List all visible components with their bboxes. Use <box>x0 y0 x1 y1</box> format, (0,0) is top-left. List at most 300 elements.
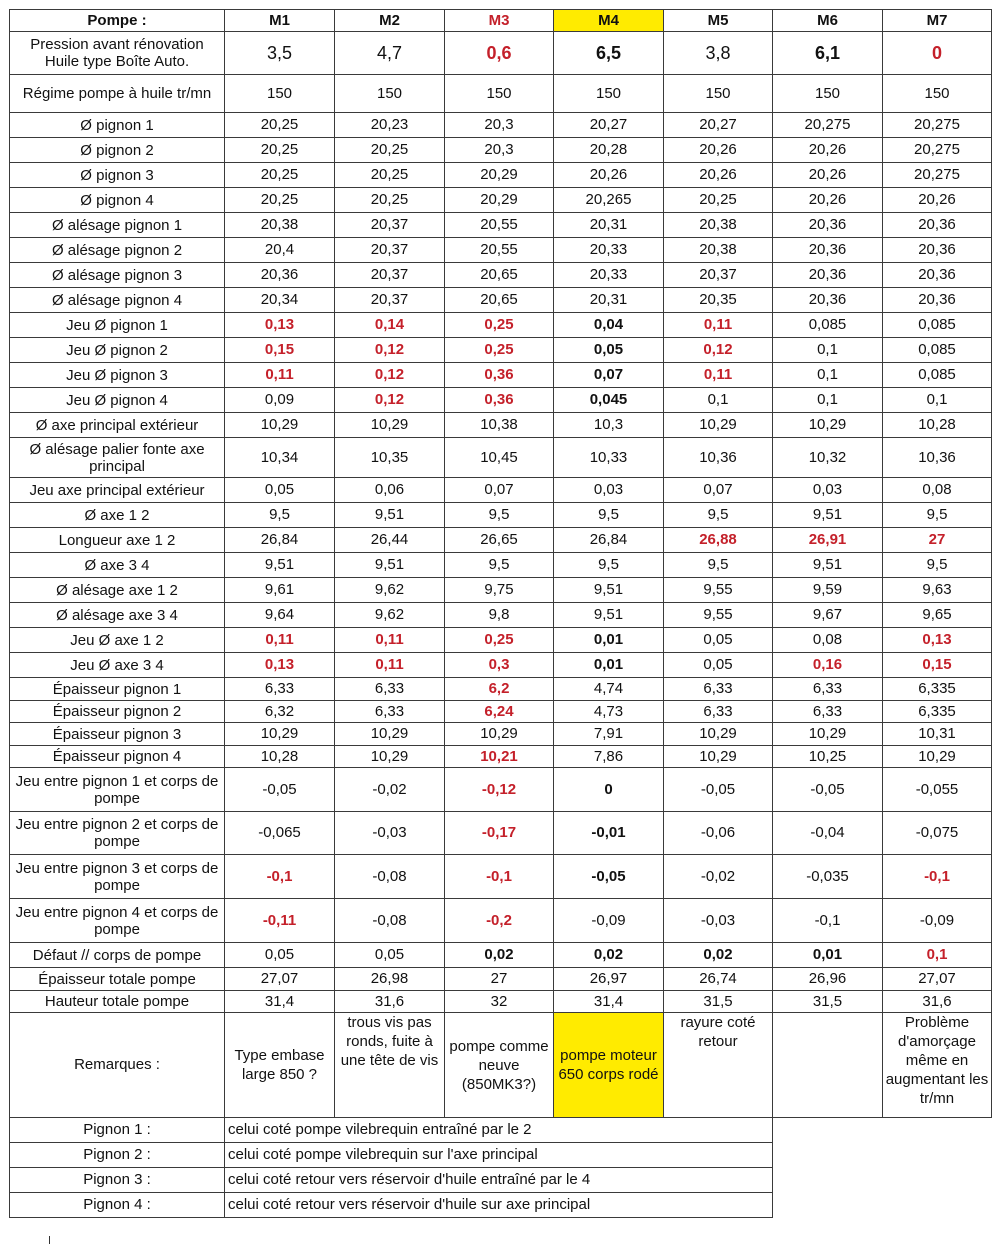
value-cell: 20,36 <box>773 288 883 313</box>
measurement-row <box>10 746 992 768</box>
value-cell: 0,08 <box>773 628 883 653</box>
value-cell: 0,1 <box>883 388 992 413</box>
value-cell: 9,5 <box>883 503 992 528</box>
value-cell: 27,07 <box>883 968 992 991</box>
value-cell: 6,33 <box>335 701 445 723</box>
value-cell: 20,25 <box>225 163 335 188</box>
value-cell: 0,11 <box>335 653 445 678</box>
measurement-row <box>10 528 992 553</box>
value-cell: -0,02 <box>335 768 445 812</box>
value-cell: 9,51 <box>554 578 664 603</box>
value-cell: 0,06 <box>335 478 445 503</box>
value-cell: 0,36 <box>445 388 554 413</box>
measurement-row <box>10 338 992 363</box>
value-cell: 9,63 <box>883 578 992 603</box>
row-label: Ø alésage pignon 4 <box>10 288 225 313</box>
row-label: Épaisseur pignon 2 <box>10 701 225 723</box>
value-cell: 0,1 <box>773 363 883 388</box>
value-cell: 20,34 <box>225 288 335 313</box>
value-cell: 4,7 <box>335 32 445 75</box>
remark-cell: rayure coté retour <box>664 1013 773 1118</box>
value-cell: 20,25 <box>225 138 335 163</box>
header-label: Pompe : <box>10 10 225 32</box>
value-cell: 0,12 <box>664 338 773 363</box>
pinion-note-text: celui coté pompe vilebrequin sur l'axe principal <box>225 1143 773 1168</box>
value-cell: 10,29 <box>773 723 883 746</box>
value-cell: 20,31 <box>554 213 664 238</box>
value-cell: 9,61 <box>225 578 335 603</box>
value-cell: 0,05 <box>225 943 335 968</box>
value-cell: 20,25 <box>335 188 445 213</box>
value-cell: 20,33 <box>554 263 664 288</box>
value-cell: -0,11 <box>225 899 335 943</box>
value-cell: 9,51 <box>335 503 445 528</box>
value-cell: -0,02 <box>664 855 773 899</box>
pinion-note-label: Pignon 2 : <box>10 1143 225 1168</box>
value-cell: 20,25 <box>225 113 335 138</box>
value-cell: 27 <box>883 528 992 553</box>
value-cell: -0,09 <box>883 899 992 943</box>
remarks-row <box>10 1013 992 1118</box>
value-cell: 20,55 <box>445 238 554 263</box>
pump-header-m3: M3 <box>445 10 554 32</box>
value-cell: 6,33 <box>225 678 335 701</box>
value-cell: 20,65 <box>445 263 554 288</box>
remarks-label: Remarques : <box>10 1013 225 1118</box>
value-cell: 10,34 <box>225 438 335 478</box>
value-cell: 31,4 <box>225 991 335 1013</box>
value-cell: 20,36 <box>883 238 992 263</box>
measurement-row <box>10 313 992 338</box>
value-cell: 26,91 <box>773 528 883 553</box>
pinion-note-label: Pignon 1 : <box>10 1118 225 1143</box>
remark-cell <box>773 1013 883 1118</box>
remark-cell: Type embase large 850 ? <box>225 1013 335 1118</box>
value-cell: 31,5 <box>773 991 883 1013</box>
value-cell: 26,65 <box>445 528 554 553</box>
value-cell: 10,29 <box>225 413 335 438</box>
row-label: Longueur axe 1 2 <box>10 528 225 553</box>
row-label: Jeu Ø pignon 3 <box>10 363 225 388</box>
row-label: Jeu entre pignon 3 et corps de pompe <box>10 855 225 899</box>
row-label: Ø pignon 4 <box>10 188 225 213</box>
row-label: Jeu Ø pignon 2 <box>10 338 225 363</box>
value-cell: 20,55 <box>445 213 554 238</box>
value-cell: 26,88 <box>664 528 773 553</box>
value-cell: 10,32 <box>773 438 883 478</box>
value-cell: 20,37 <box>664 263 773 288</box>
value-cell: 20,275 <box>773 113 883 138</box>
row-label: Épaisseur totale pompe <box>10 968 225 991</box>
row-label: Jeu Ø pignon 1 <box>10 313 225 338</box>
value-cell: 9,65 <box>883 603 992 628</box>
value-cell: 20,28 <box>554 138 664 163</box>
value-cell: 10,29 <box>883 746 992 768</box>
value-cell: -0,075 <box>883 812 992 855</box>
row-label: Ø alésage pignon 3 <box>10 263 225 288</box>
value-cell: 10,29 <box>335 746 445 768</box>
value-cell: 0 <box>883 32 992 75</box>
value-cell: 0,1 <box>664 388 773 413</box>
value-cell: 150 <box>335 75 445 113</box>
measurement-row <box>10 388 992 413</box>
value-cell: 9,5 <box>664 553 773 578</box>
value-cell: 3,8 <box>664 32 773 75</box>
value-cell: 10,21 <box>445 746 554 768</box>
value-cell: 0,085 <box>773 313 883 338</box>
value-cell: 20,26 <box>773 188 883 213</box>
measurement-row <box>10 288 992 313</box>
value-cell: 27 <box>445 968 554 991</box>
value-cell: 20,35 <box>664 288 773 313</box>
measurement-row <box>10 628 992 653</box>
value-cell: -0,12 <box>445 768 554 812</box>
value-cell: 6,33 <box>664 701 773 723</box>
row-label: Ø alésage axe 3 4 <box>10 603 225 628</box>
value-cell: 20,275 <box>883 138 992 163</box>
row-label: Jeu entre pignon 1 et corps de pompe <box>10 768 225 812</box>
value-cell: 0,11 <box>225 628 335 653</box>
value-cell: -0,1 <box>773 899 883 943</box>
value-cell: 20,38 <box>225 213 335 238</box>
pump-header-m1: M1 <box>225 10 335 32</box>
value-cell: 20,3 <box>445 138 554 163</box>
value-cell: 20,25 <box>664 188 773 213</box>
value-cell: 31,4 <box>554 991 664 1013</box>
value-cell: 0,25 <box>445 628 554 653</box>
row-label: Ø alésage pignon 1 <box>10 213 225 238</box>
row-label: Épaisseur pignon 1 <box>10 678 225 701</box>
value-cell: 9,59 <box>773 578 883 603</box>
value-cell: 4,74 <box>554 678 664 701</box>
value-cell: 20,37 <box>335 263 445 288</box>
value-cell: 0,13 <box>883 628 992 653</box>
value-cell: 0,08 <box>883 478 992 503</box>
value-cell: 9,51 <box>335 553 445 578</box>
row-label: Hauteur totale pompe <box>10 991 225 1013</box>
value-cell: 0,02 <box>664 943 773 968</box>
value-cell: 26,96 <box>773 968 883 991</box>
value-cell: -0,01 <box>554 812 664 855</box>
value-cell: 9,5 <box>664 503 773 528</box>
value-cell: -0,1 <box>445 855 554 899</box>
pinion-note-text: celui coté pompe vilebrequin entraîné par le 2 <box>225 1118 773 1143</box>
value-cell: 0,12 <box>335 338 445 363</box>
value-cell: 20,25 <box>335 163 445 188</box>
pinion-note-label: Pignon 4 : <box>10 1193 225 1218</box>
value-cell: 20,36 <box>883 213 992 238</box>
value-cell: 9,51 <box>773 553 883 578</box>
value-cell: 0,01 <box>554 628 664 653</box>
value-cell: -0,1 <box>883 855 992 899</box>
measurement-row <box>10 678 992 701</box>
value-cell: 20,31 <box>554 288 664 313</box>
measurement-row <box>10 503 992 528</box>
value-cell: 0,16 <box>773 653 883 678</box>
value-cell: 0,11 <box>335 628 445 653</box>
measurement-row <box>10 32 992 75</box>
measurement-row <box>10 75 992 113</box>
value-cell: 9,62 <box>335 603 445 628</box>
value-cell: 9,5 <box>445 503 554 528</box>
value-cell: 0,6 <box>445 32 554 75</box>
value-cell: 10,29 <box>773 413 883 438</box>
value-cell: 10,25 <box>773 746 883 768</box>
value-cell: 4,73 <box>554 701 664 723</box>
value-cell: 9,51 <box>554 603 664 628</box>
pump-header-m5: M5 <box>664 10 773 32</box>
value-cell: 6,33 <box>773 701 883 723</box>
value-cell: 20,26 <box>883 188 992 213</box>
value-cell: 9,51 <box>225 553 335 578</box>
value-cell: 0,1 <box>773 338 883 363</box>
value-cell: 0,085 <box>883 313 992 338</box>
value-cell: -0,09 <box>554 899 664 943</box>
row-label: Jeu Ø axe 3 4 <box>10 653 225 678</box>
value-cell: 0,25 <box>445 313 554 338</box>
value-cell: 0,12 <box>335 388 445 413</box>
value-cell: 0,3 <box>445 653 554 678</box>
measurement-row <box>10 163 992 188</box>
remark-cell: pompe moteur 650 corps rodé <box>554 1013 664 1118</box>
value-cell: 9,64 <box>225 603 335 628</box>
value-cell: 20,33 <box>554 238 664 263</box>
value-cell: 0,05 <box>554 338 664 363</box>
blank-area <box>773 1118 992 1218</box>
value-cell: 26,84 <box>554 528 664 553</box>
value-cell: 6,335 <box>883 701 992 723</box>
value-cell: 20,275 <box>883 113 992 138</box>
row-label: Épaisseur pignon 4 <box>10 746 225 768</box>
value-cell: 20,25 <box>225 188 335 213</box>
value-cell: 20,38 <box>664 238 773 263</box>
value-cell: 0,02 <box>445 943 554 968</box>
value-cell: 9,5 <box>554 553 664 578</box>
value-cell: 0 <box>554 768 664 812</box>
remark-cell: trous vis pas ronds, fuite à une tête de vis <box>335 1013 445 1118</box>
value-cell: 20,26 <box>773 163 883 188</box>
header-row <box>10 10 992 32</box>
value-cell: 0,1 <box>883 943 992 968</box>
value-cell: 20,36 <box>225 263 335 288</box>
measurement-row <box>10 413 992 438</box>
value-cell: 9,5 <box>225 503 335 528</box>
value-cell: 26,97 <box>554 968 664 991</box>
value-cell: 0,11 <box>664 363 773 388</box>
value-cell: -0,04 <box>773 812 883 855</box>
value-cell: 20,37 <box>335 238 445 263</box>
measurement-sheet <box>9 9 992 1218</box>
remark-cell: pompe comme neuve (850MK3?) <box>445 1013 554 1118</box>
value-cell: 0,01 <box>554 653 664 678</box>
measurement-row <box>10 768 992 812</box>
row-label: Jeu entre pignon 2 et corps de pompe <box>10 812 225 855</box>
value-cell: 0,05 <box>335 943 445 968</box>
value-cell: -0,2 <box>445 899 554 943</box>
value-cell: 10,29 <box>225 723 335 746</box>
value-cell: 26,98 <box>335 968 445 991</box>
value-cell: 10,29 <box>664 746 773 768</box>
value-cell: 9,62 <box>335 578 445 603</box>
value-cell: 9,51 <box>773 503 883 528</box>
measurement-row <box>10 723 992 746</box>
value-cell: 0,085 <box>883 338 992 363</box>
value-cell: 0,07 <box>445 478 554 503</box>
value-cell: 26,84 <box>225 528 335 553</box>
value-cell: 9,55 <box>664 578 773 603</box>
pinion-note-label: Pignon 3 : <box>10 1168 225 1193</box>
value-cell: -0,08 <box>335 899 445 943</box>
value-cell: 20,23 <box>335 113 445 138</box>
row-label: Défaut // corps de pompe <box>10 943 225 968</box>
value-cell: 0,11 <box>664 313 773 338</box>
value-cell: 6,335 <box>883 678 992 701</box>
row-label: Ø axe 1 2 <box>10 503 225 528</box>
value-cell: 10,29 <box>335 723 445 746</box>
value-cell: -0,035 <box>773 855 883 899</box>
value-cell: 26,74 <box>664 968 773 991</box>
measurement-row <box>10 578 992 603</box>
value-cell: 150 <box>554 75 664 113</box>
value-cell: 31,6 <box>335 991 445 1013</box>
measurement-row <box>10 438 992 478</box>
row-label: Ø pignon 2 <box>10 138 225 163</box>
value-cell: 32 <box>445 991 554 1013</box>
value-cell: 6,1 <box>773 32 883 75</box>
measurement-row <box>10 188 992 213</box>
value-cell: 10,31 <box>883 723 992 746</box>
row-label: Pression avant rénovation Huile type Boîte Auto. <box>10 32 225 75</box>
value-cell: -0,065 <box>225 812 335 855</box>
value-cell: 0,07 <box>554 363 664 388</box>
value-cell: 10,35 <box>335 438 445 478</box>
measurement-row <box>10 603 992 628</box>
value-cell: 10,45 <box>445 438 554 478</box>
pump-header-m2: M2 <box>335 10 445 32</box>
measurement-row <box>10 263 992 288</box>
value-cell: 0,045 <box>554 388 664 413</box>
value-cell: 20,65 <box>445 288 554 313</box>
row-label: Ø pignon 1 <box>10 113 225 138</box>
value-cell: 10,28 <box>883 413 992 438</box>
row-label: Ø alésage palier fonte axe principal <box>10 438 225 478</box>
row-label: Jeu Ø pignon 4 <box>10 388 225 413</box>
value-cell: 10,29 <box>664 413 773 438</box>
value-cell: -0,17 <box>445 812 554 855</box>
measurement-row <box>10 238 992 263</box>
value-cell: 20,26 <box>664 163 773 188</box>
measurement-row <box>10 653 992 678</box>
row-label: Jeu entre pignon 4 et corps de pompe <box>10 899 225 943</box>
value-cell: 0,11 <box>225 363 335 388</box>
row-label: Ø alésage axe 1 2 <box>10 578 225 603</box>
value-cell: 0,07 <box>664 478 773 503</box>
value-cell: 10,36 <box>664 438 773 478</box>
measurement-row <box>10 943 992 968</box>
measurement-row <box>10 363 992 388</box>
value-cell: 0,13 <box>225 313 335 338</box>
value-cell: 20,37 <box>335 213 445 238</box>
value-cell: 6,33 <box>664 678 773 701</box>
value-cell: 9,5 <box>883 553 992 578</box>
value-cell: 27,07 <box>225 968 335 991</box>
measurement-row <box>10 991 992 1013</box>
value-cell: 7,91 <box>554 723 664 746</box>
pump-header-m7: M7 <box>883 10 992 32</box>
pump-measurement-table <box>9 9 992 1218</box>
value-cell: 7,86 <box>554 746 664 768</box>
value-cell: 150 <box>883 75 992 113</box>
value-cell: 0,12 <box>335 363 445 388</box>
value-cell: 20,38 <box>664 213 773 238</box>
value-cell: 6,2 <box>445 678 554 701</box>
value-cell: 20,26 <box>773 138 883 163</box>
value-cell: -0,05 <box>554 855 664 899</box>
measurement-row <box>10 968 992 991</box>
value-cell: 150 <box>773 75 883 113</box>
value-cell: 0,05 <box>225 478 335 503</box>
row-label: Régime pompe à huile tr/mn <box>10 75 225 113</box>
value-cell: 20,37 <box>335 288 445 313</box>
value-cell: 9,5 <box>445 553 554 578</box>
value-cell: 20,36 <box>883 288 992 313</box>
row-label: Jeu Ø axe 1 2 <box>10 628 225 653</box>
remark-cell: Problème d'amorçage même en augmentant les tr/mn <box>883 1013 992 1118</box>
value-cell: 31,5 <box>664 991 773 1013</box>
value-cell: 20,36 <box>773 238 883 263</box>
value-cell: 0,04 <box>554 313 664 338</box>
value-cell: 0,05 <box>664 628 773 653</box>
value-cell: 10,36 <box>883 438 992 478</box>
value-cell: 20,29 <box>445 163 554 188</box>
value-cell: 20,3 <box>445 113 554 138</box>
value-cell: 10,28 <box>225 746 335 768</box>
value-cell: 26,44 <box>335 528 445 553</box>
value-cell: 20,25 <box>335 138 445 163</box>
value-cell: 150 <box>445 75 554 113</box>
measurement-row <box>10 855 992 899</box>
value-cell: 10,38 <box>445 413 554 438</box>
value-cell: 9,67 <box>773 603 883 628</box>
value-cell: -0,03 <box>664 899 773 943</box>
value-cell: 0,085 <box>883 363 992 388</box>
value-cell: 20,26 <box>554 163 664 188</box>
value-cell: 0,15 <box>883 653 992 678</box>
pinion-note-row <box>10 1118 992 1143</box>
value-cell: 6,33 <box>773 678 883 701</box>
row-label: Ø alésage pignon 2 <box>10 238 225 263</box>
value-cell: 20,36 <box>883 263 992 288</box>
measurement-row <box>10 701 992 723</box>
value-cell: 6,5 <box>554 32 664 75</box>
value-cell: 10,29 <box>335 413 445 438</box>
measurement-row <box>10 478 992 503</box>
row-label: Jeu axe principal extérieur <box>10 478 225 503</box>
value-cell: 10,29 <box>445 723 554 746</box>
measurement-row <box>10 113 992 138</box>
value-cell: 0,09 <box>225 388 335 413</box>
value-cell: 9,75 <box>445 578 554 603</box>
value-cell: 20,36 <box>773 263 883 288</box>
value-cell: -0,055 <box>883 768 992 812</box>
value-cell: 0,03 <box>773 478 883 503</box>
value-cell: 9,8 <box>445 603 554 628</box>
value-cell: 0,02 <box>554 943 664 968</box>
pinion-note-text: celui coté retour vers réservoir d'huile sur axe principal <box>225 1193 773 1218</box>
pump-header-m6: M6 <box>773 10 883 32</box>
page-edge-mark <box>49 1236 50 1244</box>
value-cell: 0,25 <box>445 338 554 363</box>
